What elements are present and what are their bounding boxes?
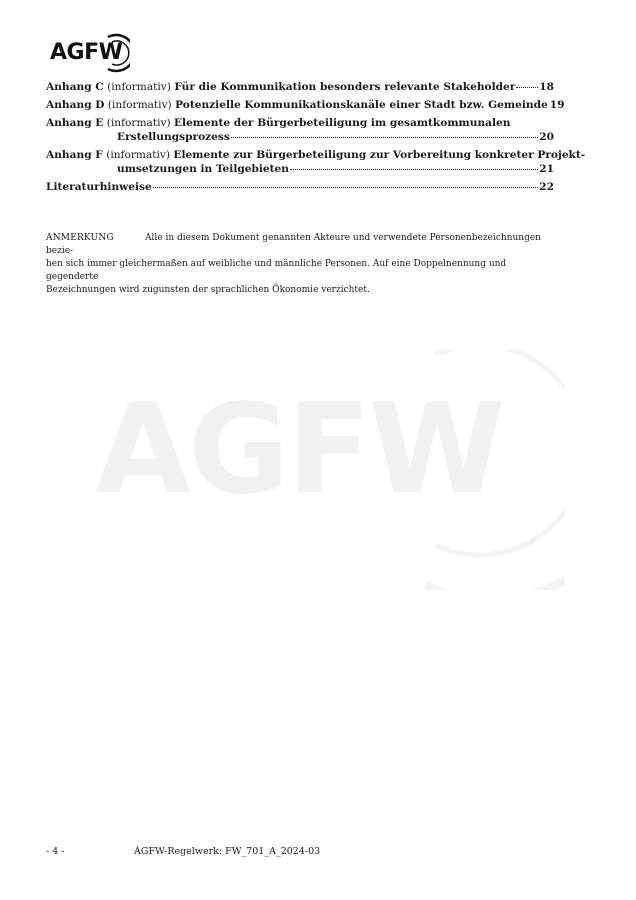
logo-text: AGFW [50, 40, 123, 65]
toc-prefix: Anhang F [46, 149, 103, 161]
footer-document-id: AGFW-Regelwerk: FW_701_A_2024-03 [134, 846, 321, 857]
toc-title: Literaturhinweise [46, 181, 152, 193]
agfw-logo [50, 33, 130, 73]
table-of-contents [46, 80, 586, 198]
toc-leader-dots [153, 186, 539, 188]
toc-title: Elemente zur Bürgerbeteiligung zur Vorbereitung konkreter Projekt- [173, 149, 586, 161]
toc-page-number: 18 [539, 81, 554, 93]
toc-entry-anhang-c[interactable] [46, 80, 554, 94]
footer-page-number: - 4 - [46, 846, 65, 857]
toc-title: Potenzielle Kommunikationskanäle einer Stadt bzw. Gemeinde [175, 99, 548, 111]
toc-entry-anhang-e[interactable] [46, 116, 554, 144]
watermark-text: AGFW [95, 378, 503, 522]
toc-leader-dots [516, 86, 538, 88]
toc-leader-dots [290, 168, 538, 170]
toc-entry-literaturhinweise[interactable] [46, 180, 554, 194]
toc-title-continuation: umsetzungen in Teilgebieten [117, 163, 289, 175]
toc-tag: (informativ) [106, 149, 171, 161]
toc-tag: (informativ) [106, 117, 171, 129]
toc-title-continuation: Erstellungsprozess [117, 131, 230, 143]
toc-prefix: Anhang C [46, 81, 104, 93]
watermark [95, 350, 565, 590]
toc-title: Für die Kommunikation besonders relevante Stakeholder [174, 81, 516, 93]
toc-entry-anhang-f[interactable] [46, 148, 586, 176]
toc-title: Elemente der Bürgerbeteiligung im gesamtkommunalen [173, 117, 511, 129]
toc-entry-anhang-d[interactable] [46, 98, 565, 112]
toc-prefix: Anhang E [46, 117, 104, 129]
note-text-line: hen sich immer gleichermaßen auf weibliche und männliche Personen. Auf eine Doppelnennung und gegenderte [46, 259, 507, 282]
toc-page-number: 22 [539, 181, 554, 193]
toc-prefix: Anhang D [46, 99, 105, 111]
note-text-line: Bezeichnungen wird zugunsten der sprachlichen Ökonomie verzichtet. [46, 285, 370, 295]
toc-tag: (informativ) [107, 81, 171, 93]
toc-page-number: 21 [539, 163, 554, 175]
note-paragraph [46, 232, 558, 297]
note-label: ANMERKUNG [46, 233, 114, 243]
toc-page-number: 20 [539, 131, 554, 143]
toc-page-number: 19 [549, 99, 565, 111]
toc-leader-dots [231, 136, 538, 138]
note-text-line: Alle in diesem Dokument genannten Akteure und verwendete Personenbezeichnungen bezie- [46, 233, 541, 256]
toc-tag: (informativ) [107, 99, 172, 111]
